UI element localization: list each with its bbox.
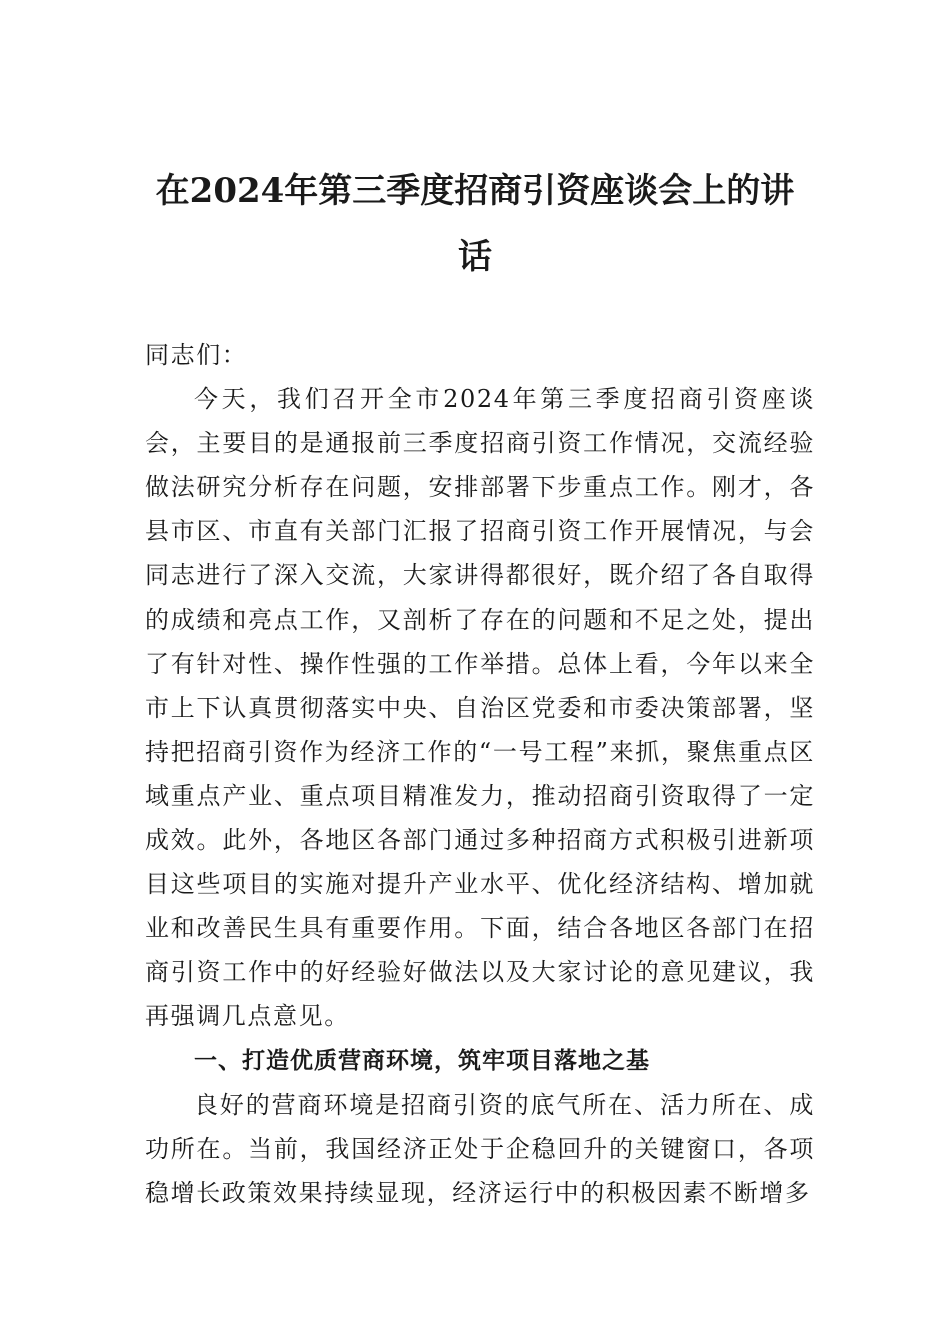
document-title: 在2024年第三季度招商引资座谈会上的讲话 [155, 171, 795, 277]
salutation: 同志们： [145, 341, 248, 369]
body-paragraph: 良好的营商环境是招商引资的底气所在、活力所在、成功所在。当前，我国经济正处于企稳回升的关键窗口，各项稳增长政策效果持续显现，经济运行中的积极因素不断增多 [145, 1090, 815, 1207]
section-heading: 一、打造优质营商环境，筑牢项目落地之基 [194, 1047, 650, 1074]
document-body [145, 333, 815, 1215]
body-paragraph: 今天，我们召开全市2024年第三季度招商引资座谈会，主要目的是通报前三季度招商引资工作情况，交流经验做法研究分析存在问题，安排部署下步重点工作。刚才，各县市区、市直有关部门汇报了招商引资工作开展情况，与会同志进行了深入交流，大家讲得都很好，既介绍了各自取得的成绩和亮点工作，又剖析了存在的问题和不足之处，提出了有针对性、操作性强的工作举措。总体上看，今年以来全市上下认真贯彻落实中央、自治区党委和市委决策部署，坚持把招商引资作为经济工作的“一号工程”来抓，聚焦重点区域重点产业、重点项目精准发力，推动招商引资取得了一定成效。此外，各地区各部门通过多种招商方式积极引进新项目这些项目的实施对提升产业水平、优化经济结构、增加就业和改善民生具有重要作用。下面，结合各地区各部门在招商引资工作中的好经验好做法以及大家讨论的意见建议，我再强调几点意见。 [145, 385, 815, 1031]
